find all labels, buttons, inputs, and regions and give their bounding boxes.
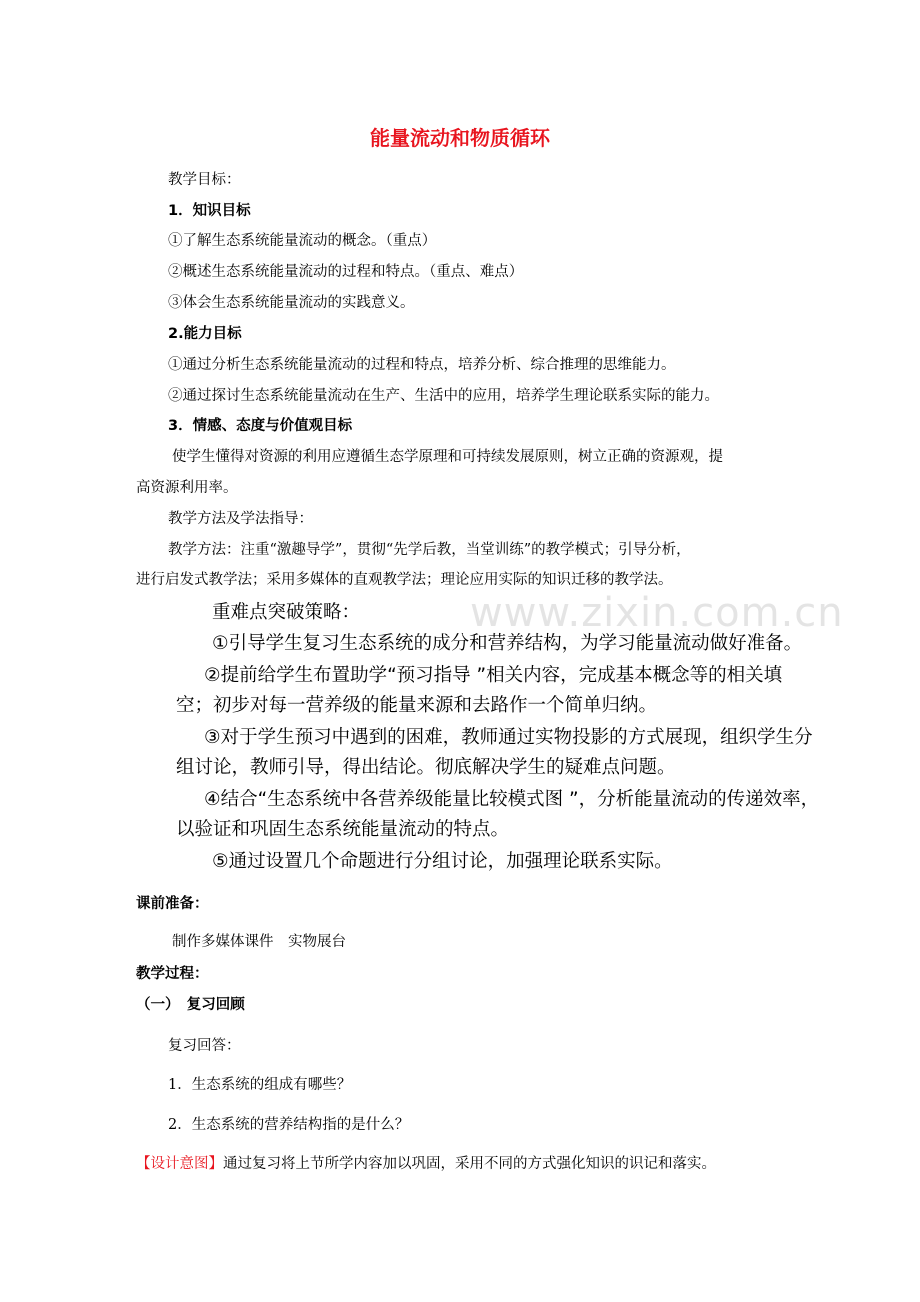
objectives-heading: 教学目标： (168, 172, 241, 188)
strategy-line: 以验证和巩固生态系统能量流动的特点。 (176, 819, 510, 840)
method-heading: 教学方法及学法指导： (168, 511, 313, 527)
knowledge-heading: 1．知识目标 (168, 203, 251, 219)
knowledge-item: ③体会生态系统能量流动的实践意义。 (168, 295, 415, 311)
ability-heading: 2.能力目标 (168, 326, 242, 342)
strategy-line: ②提前给学生布置助学“预习指导 ”相关内容，完成基本概念等的相关填 (204, 665, 783, 686)
emotion-line: 高资源利用率。 (136, 480, 238, 496)
strategy-heading: 重难点突破策略： (212, 602, 361, 623)
review-question: 1．生态系统的组成有哪些？ (168, 1077, 352, 1093)
strategy-line: ⑤通过设置几个命题进行分组讨论，加强理论联系实际。 (212, 851, 673, 872)
strategy-line: ①引导学生复习生态系统的成分和营养结构，为学习能量流动做好准备。 (212, 633, 803, 654)
method-line: 进行启发式教学法；采用多媒体的直观教学法；理论应用实际的知识迁移的教学法。 (136, 572, 673, 588)
prep-content: 制作多媒体课件 实物展台 (172, 934, 346, 950)
page-title: 能量流动和物质循环 (370, 126, 550, 150)
strategy-line: 空；初步对每一营养级的能量来源和去路作一个简单归纳。 (176, 695, 658, 716)
strategy-line: ④结合“生态系统中各营养级能量比较模式图 ”，分析能量流动的传递效率， (204, 789, 820, 810)
method-line: 教学方法：注重“激趣导学”，贯彻“先学后教，当堂训练”的教学模式；引导分析， (168, 542, 691, 558)
process-heading: 教学过程： (136, 966, 209, 982)
knowledge-item: ①了解生态系统能量流动的概念。（重点） (168, 233, 437, 249)
emotion-line: 使学生懂得对资源的利用应遵循生态学原理和可持续发展原则，树立正确的资源观，提 (172, 449, 723, 465)
watermark: www.zixin.com.cn (470, 590, 844, 636)
ability-item: ②通过探讨生态系统能量流动在生产、生活中的应用，培养学生理论联系实际的能力。 (168, 388, 719, 404)
prep-heading: 课前准备： (136, 896, 209, 912)
strategy-line: 组讨论，教师引导，得出结论。彻底解决学生的疑难点问题。 (176, 757, 676, 778)
review-prompt: 复习回答： (168, 1038, 241, 1054)
section-heading: （一） 复习回顾 (136, 997, 245, 1013)
ability-item: ①通过分析生态系统能量流动的过程和特点，培养分析、综合推理的思维能力。 (168, 357, 676, 373)
design-intent (136, 1154, 716, 1174)
design-intent-text: 通过复习将上节所学内容加以巩固，采用不同的方式强化知识的识记和落实。 (223, 1156, 716, 1172)
review-question: 2．生态系统的营养结构指的是什么？ (168, 1117, 410, 1133)
design-intent-label: 【设计意图】 (136, 1156, 223, 1172)
emotion-heading: 3．情感、态度与价值观目标 (168, 418, 353, 434)
knowledge-item: ②概述生态系统能量流动的过程和特点。（重点、难点） (168, 264, 524, 280)
strategy-line: ③对于学生预习中遇到的困难，教师通过实物投影的方式展现，组织学生分 (204, 727, 813, 748)
